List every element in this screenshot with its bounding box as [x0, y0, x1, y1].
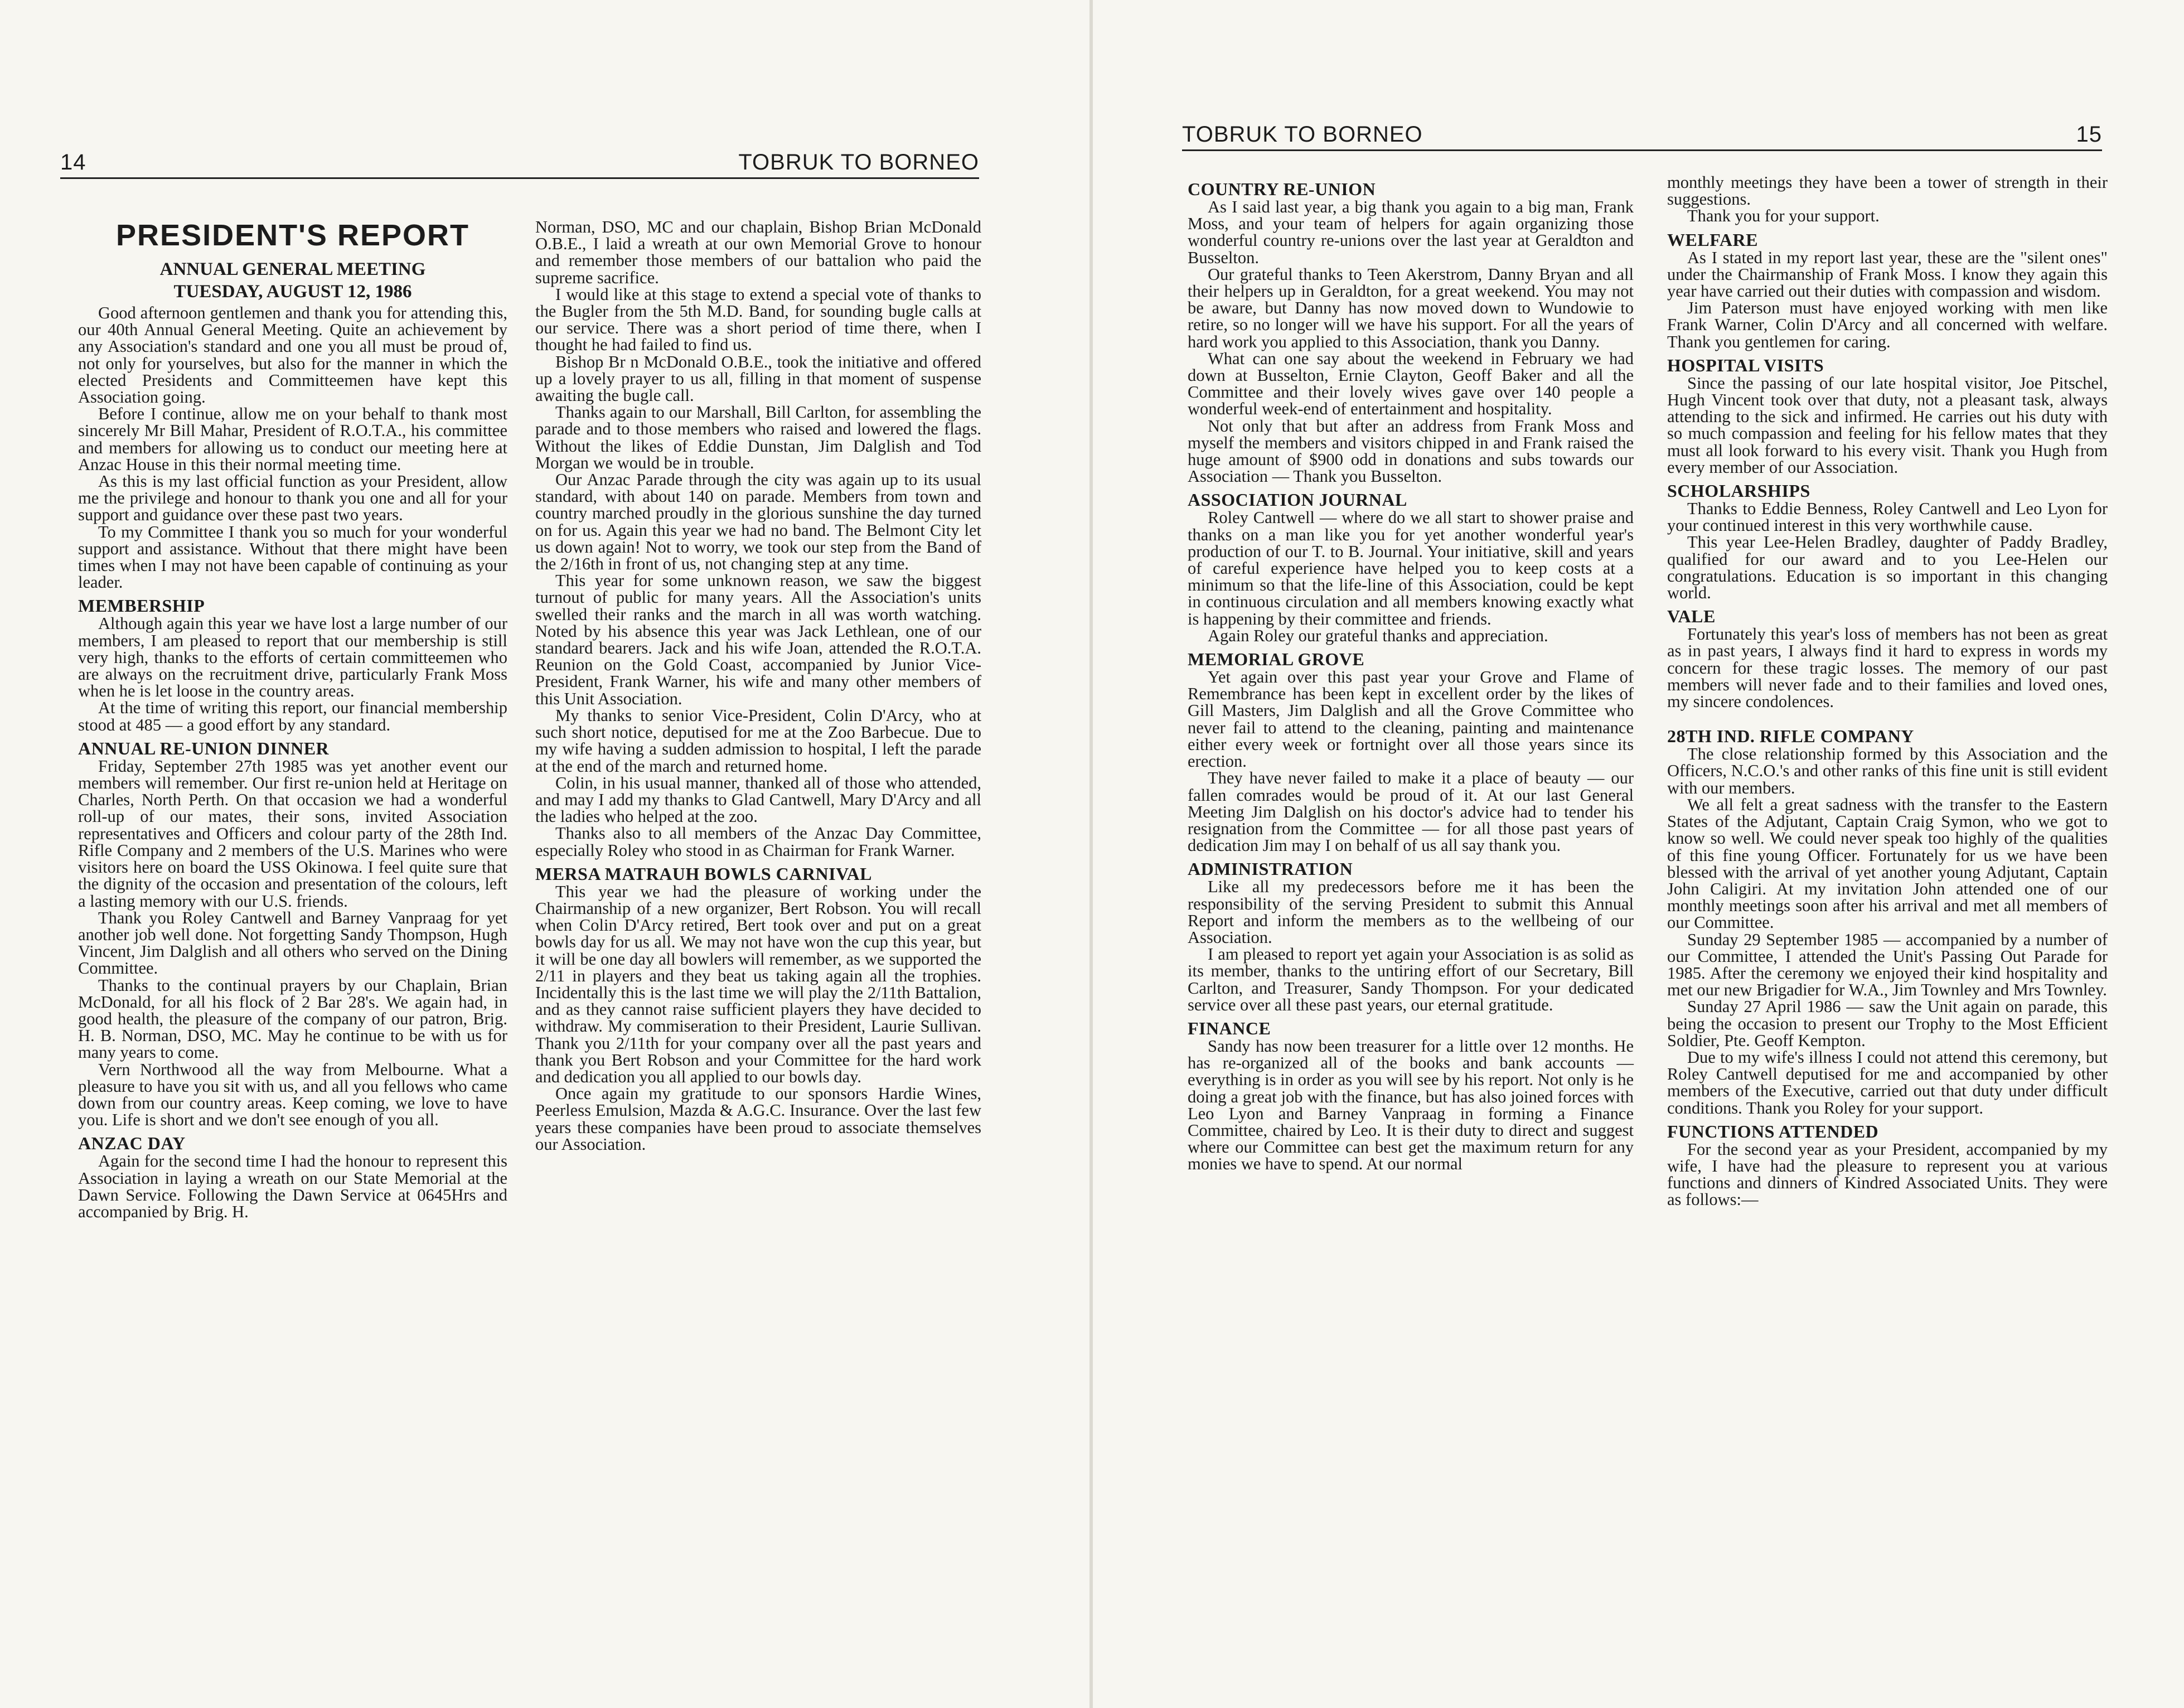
paragraph: This year we had the pleasure of working under the Chairmanship of a new organizer, Bert Robson. You will recall when Colin D'Arcy retired, Bert took over and put on a great bowls day for us all. We may not have won the cup this year, but it will be one day all bowlers will remember, as we supported the 2/11 in players and they beat us taking again all the trophies. Incidentally this is the last time we will play the 2/11th Battalion, and as they cannot raise sufficient players they have decided to withdraw. My commiseration to their President, Laurie Sullivan. Thank you 2/11th for your company over all the past years and thank you Bert Robson and your Committee for the hard work and dedication you all applied to our bowls day. — [535, 882, 981, 1086]
paragraph: Thank you for your support. — [1687, 206, 1880, 226]
paragraph: Colin, in his usual manner, thanked all of those who attended, and may I add my thanks to Glad Cantwell, Mary D'Arcy and all the ladies who helped at the zoo. — [535, 773, 981, 826]
section-heading: ANZAC DAY — [78, 1133, 186, 1154]
paragraph: Vern Northwood all the way from Melbourne. What a pleasure to have you sit with us, and all you fellows who came down from our country areas. Keep coming, we love to have you. Life is short and we don't see enough of you all. — [78, 1059, 507, 1130]
paragraph: Norman, DSO, MC and our chaplain, Bishop Brian McDonald O.B.E., I laid a wreath at our own Memorial Grove to honour and remember those members of our battalion who paid the supreme sacrifice. — [535, 217, 981, 287]
paragraph: Thanks again to our Marshall, Bill Carlton, for assembling the parade and to those members who raised and lowered the flags. Without the likes of Eddie Dunstan, Jim Dalglish and Tod Morgan we would be in trouble. — [535, 403, 981, 472]
column-3 — [1188, 180, 1634, 1173]
paragraph: This year Lee-Helen Bradley, daughter of Paddy Bradley, qualified for our award and to you Lee-Helen our congratulations. Education is so important in this changing world. — [1667, 533, 2108, 603]
page-header — [1182, 118, 2102, 151]
paragraph: Jim Paterson must have enjoyed working with men like Frank Warner, Colin D'Arcy and all concerned with welfare. Thank you gentlemen for caring. — [1667, 298, 2108, 351]
paragraph: The close relationship formed by this Association and the Officers, N.C.O.'s and other ranks of this fine unit is still evident with our members. — [1667, 744, 2108, 797]
paragraph: As this is my last official function as your President, allow me the privilege and honour to thank you one and all for your support and guidance over these past two years. — [78, 472, 507, 525]
section-heading: VALE — [1667, 606, 1716, 627]
paragraph: Roley Cantwell — where do we all start to shower praise and thanks on a man like you for yet another wonderful year's production of our T. to B. Journal. Your initiative, skill and years of careful experience have helped you to keep costs at a minimum so that the life-line of this Association, could be kept in continuous circulation and all members knowing exactly what is happening by their committee and friends. — [1188, 508, 1634, 628]
paragraph: Sunday 27 April 1986 — saw the Unit again on parade, this being the occasion to present our Trophy to the Most Efficient Soldier, Pte. Geoff Kempton. — [1667, 997, 2108, 1050]
paragraph: Thanks to Eddie Benness, Roley Cantwell and Leo Lyon for your continued interest in this very worthwhile cause. — [1667, 499, 2108, 535]
paragraph: Again Roley our grateful thanks and appreciation. — [1208, 626, 1548, 645]
paragraph: I am pleased to report yet again your Association is as solid as its member, thanks to the untiring effort of our Secretary, Bill Carlton, and Treasurer, Sandy Thompson. For your dedicated service over all these past years, our eternal gratitude. — [1188, 945, 1634, 1014]
paragraph: Due to my wife's illness I could not attend this ceremony, but Roley Cantwell deputised for me and accompanied by other members of the Executive, carried out that duty under difficult conditions. Thank you Roley for your support. — [1667, 1047, 2108, 1117]
section-heading: MERSA MATRAUH BOWLS CARNIVAL — [535, 863, 872, 884]
paragraph: Sandy has now been treasurer for a little over 12 months. He has re-organized all of the books and bank accounts — everything is in order as you will see by his report. Not only is he doing a great job with the finance, but has also joined forces with Leo Lyon and Barney Vanpraag in forming a Finance Committee, chaired by Leo. It is their duty to direct and suggest where our Committee can best get the maximum return for any monies we have to spend. At our normal — [1188, 1036, 1634, 1174]
section-heading: HOSPITAL VISITS — [1667, 355, 1824, 375]
paragraph: Like all my predecessors before me it has been the responsibility of the serving President to submit this Annual Report and inform the members as to the wellbeing of our Association. — [1188, 877, 1634, 947]
section-heading: ADMINISTRATION — [1188, 859, 1353, 879]
section-heading: 28TH IND. RIFLE COMPANY — [1667, 726, 1914, 747]
paragraph: We all felt a great sadness with the transfer to the Eastern States of the Adjutant, Captain Craig Symon, who we got to know so well. We could never speak too highly of the qualities of this fine young Officer. Fortunately for us we have been blessed with the arrival of yet another young Adjutant, Captain John Caligiri. At my invitation John attended one of our monthly meetings soon after his arrival and met all members of our Committee. — [1667, 795, 2108, 932]
page-header — [60, 146, 979, 179]
running-title: TOBRUK TO BORNEO — [738, 150, 979, 175]
paragraph: Again for the second time I had the honour to represent this Association in laying a wreath on our State Memorial at the Dawn Service. Following the Dawn Service at 0645Hrs and accompanied by Brig. H. — [78, 1151, 507, 1221]
section-heading: SCHOLARSHIPS — [1667, 481, 1810, 501]
paragraph: Our Anzac Parade through the city was again up to its usual standard, with about 140 on parade. Members from town and country marched proudly in the glorious sunshine the day turned on for us. Again this year we had no band. The Belmont City let us down again! Not to worry, we took our step from the Band of the 2/16th in front of us, not changing step at any time. — [535, 470, 981, 574]
paragraph: My thanks to senior Vice-President, Colin D'Arcy, who at such short notice, deputised for me at the Zoo Barbecue. Due to my wife having a sudden admission to hospital, I left the parade at the end of the march and returned home. — [535, 705, 981, 776]
paragraph: Thank you Roley Cantwell and Barney Vanpraag for yet another job well done. Not forgetting Sandy Thompson, Hugh Vincent, Jim Dalglish and all others who served on the Dining Committee. — [78, 908, 507, 978]
column-1 — [78, 219, 507, 1220]
paragraph: Although again this year we have lost a large number of our members, I am pleased to report that our membership is still very high, thanks to the efforts of certain committeemen who are always on the recruitment drive, particularly Frank Moss when he is let loose in the country areas. — [78, 614, 507, 701]
column-4 — [1667, 174, 2108, 1208]
paragraph: This year for some unknown reason, we saw the biggest turnout of public for many years. All the Association's units swelled their ranks and the march in all was worth watching. Noted by his absence this year was Jack Lethlean, one of our standard bearers. Jack and his wife Joan, attended the R.O.T.A. Reunion on the Gold Coast, accompanied by Junior Vice-President, Frank Warner, his wife and many other members of this Unit Association. — [535, 571, 981, 708]
page-number: 15 — [2076, 122, 2102, 147]
paragraph: Good afternoon gentlemen and thank you for attending this, our 40th Annual General Meeting. Quite an achievement by any Association's standard and one you all must be proud of, not only for yourselves, but also for the manner in which the elected Presidents and Committeemen have kept this Association going. — [78, 303, 507, 407]
paragraph: As I stated in my report last year, these are the "silent ones" under the Chairmanship of Frank Moss. I know they again this year have carried out their duties with compassion and wisdom. — [1667, 248, 2108, 301]
paragraph: They have never failed to make it a place of beauty — our fallen comrades would be proud of it. At our last General Meeting Jim Dalglish on his doctor's advice had to tender his resignation from the Committee — for all those past years of dedication Jim may I on behalf of us all say thank you. — [1188, 768, 1634, 855]
paragraph: Thanks to the continual prayers by our Chaplain, Brian McDonald, for all his flock of 2 Bar 28's. We again had, in good health, the pleasure of the company of our patron, Brig. H. B. Norman, DSO, MC. May he continue to be with us for many years to come. — [78, 975, 507, 1062]
paragraph: To my Committee I thank you so much for your wonderful support and assistance. Without that there might have been times when I may not have been capable of continuing as your leader. — [78, 522, 507, 592]
paragraph: monthly meetings they have been a tower of strength in their suggestions. — [1667, 173, 2108, 209]
column-2 — [535, 219, 981, 1153]
section-heading: FINANCE — [1188, 1018, 1271, 1038]
section-heading: ANNUAL RE-UNION DINNER — [78, 738, 330, 758]
report-title: PRESIDENT'S REPORT — [116, 219, 469, 252]
section-heading: FUNCTIONS ATTENDED — [1667, 1121, 1879, 1141]
section-heading: MEMORIAL GROVE — [1188, 649, 1365, 670]
paragraph: Not only that but after an address from Frank Moss and myself the members and visitors chipped in and Frank raised the huge amount of $900 odd in donations and subs towards our Association — Thank you Busselton. — [1188, 416, 1634, 486]
paragraph: Fortunately this year's loss of members has not been as great as in past years, I always find it hard to express in words my concern for these tragic losses. The memory of our past members will never fade and to their families and loved ones, my sincere condolences. — [1667, 625, 2108, 712]
section-heading: WELFARE — [1667, 229, 1758, 250]
paragraph: Bishop Br n McDonald O.B.E., took the initiative and offered up a lovely prayer to us all, filling in that moment of suspense awaiting the bugle call. — [535, 352, 981, 405]
paragraph: Friday, September 27th 1985 was yet another event our members will remember. Our first re-union held at Heritage on Charles, North Perth. On that occasion we had a wonderful roll-up of our mates, their sons, invited Association representatives and Officers and colour party of the 28th Ind. Rifle Company and 2 members of the U.S. Marines who were visitors here on board the USS Okinowa. I feel quite sure that the dignity of the occasion and presentation of the colours, left a lasting memory with our U.S. friends. — [78, 756, 507, 911]
meeting-line-2: TUESDAY, AUGUST 12, 1986 — [173, 282, 412, 302]
paragraph: Since the passing of our late hospital visitor, Joe Pitschel, Hugh Vincent took over that duty, not a pleasant task, always attending to the sick and infirmed. He carries out his duty with so much compassion and feeling for his fellow mates that they must all look forward to his every visit. Thank you Hugh from every member of our Association. — [1667, 373, 2108, 477]
paragraph: What can one say about the weekend in February we had down at Busselton, Ernie Clayton, Geoff Baker and all the Committee and their lovely wives gave over 140 people a wonderful week-end of entertainment and hospitality. — [1188, 349, 1634, 419]
paragraph: I would like at this stage to extend a special vote of thanks to the Bugler from the 5th M.D. Band, for sounding bugle calls at our service. There was a short period of time there, when I thought he had failed to find us. — [535, 284, 981, 355]
section-heading: MEMBERSHIP — [78, 596, 205, 616]
page-number: 14 — [60, 150, 86, 175]
running-title: TOBRUK TO BORNEO — [1182, 122, 1423, 147]
paragraph: Once again my gratitude to our sponsors Hardie Wines, Peerless Emulsion, Mazda & A.G.C. Insurance. Over the last few years these companies have been proud to associate themselves our Association. — [535, 1084, 981, 1154]
paragraph: For the second year as your President, accompanied by my wife, I have had the pleasure to represent you at various functions and dinners of Kindred Associated Units. They were as follows:— — [1667, 1139, 2108, 1209]
paragraph: As I said last year, a big thank you again to a big man, Frank Moss, and your team of helpers for again organizing those wonderful country re-unions over the last year at Geraldton and Busselton. — [1188, 197, 1634, 267]
meeting-line-1: ANNUAL GENERAL MEETING — [159, 259, 426, 279]
paragraph: Thanks also to all members of the Anzac Day Committee, especially Roley who stood in as Chairman for Frank Warner. — [535, 824, 981, 860]
paragraph: Before I continue, allow me on your behalf to thank most sincerely Mr Bill Mahar, President of R.O.T.A., his committee and members for allowing us to conduct our meeting here at Anzac House in this their normal meeting time. — [78, 404, 507, 474]
paragraph: Sunday 29 September 1985 — accompanied by a number of our Committee, I attended the Unit's Passing Out Parade for 1985. After the ceremony we enjoyed their kind hospitality and met our new Brigadier for W.A., Jim Townley and Mrs Townley. — [1667, 930, 2108, 1000]
section-heading: ASSOCIATION JOURNAL — [1188, 490, 1407, 510]
paragraph: At the time of writing this report, our financial membership stood at 485 — a good effort by any standard. — [78, 698, 507, 734]
paragraph: Yet again over this past year your Grove and Flame of Remembrance has been kept in excellent order by the likes of Gill Masters, Jim Dalglish and all the Grove Committee who never fail to attend to the cleaning, painting and maintenance either every week or fortnight over all those years since its erection. — [1188, 667, 1634, 771]
section-heading: COUNTRY RE-UNION — [1188, 179, 1376, 199]
paragraph: Our grateful thanks to Teen Akerstrom, Danny Bryan and all their helpers up in Geraldton, for a great weekend. You may not be aware, but Danny has now moved down to Wundowie to retire, so no longer will we have his support. For all the years of hard work you applied to this Association, thank you Danny. — [1188, 264, 1634, 351]
